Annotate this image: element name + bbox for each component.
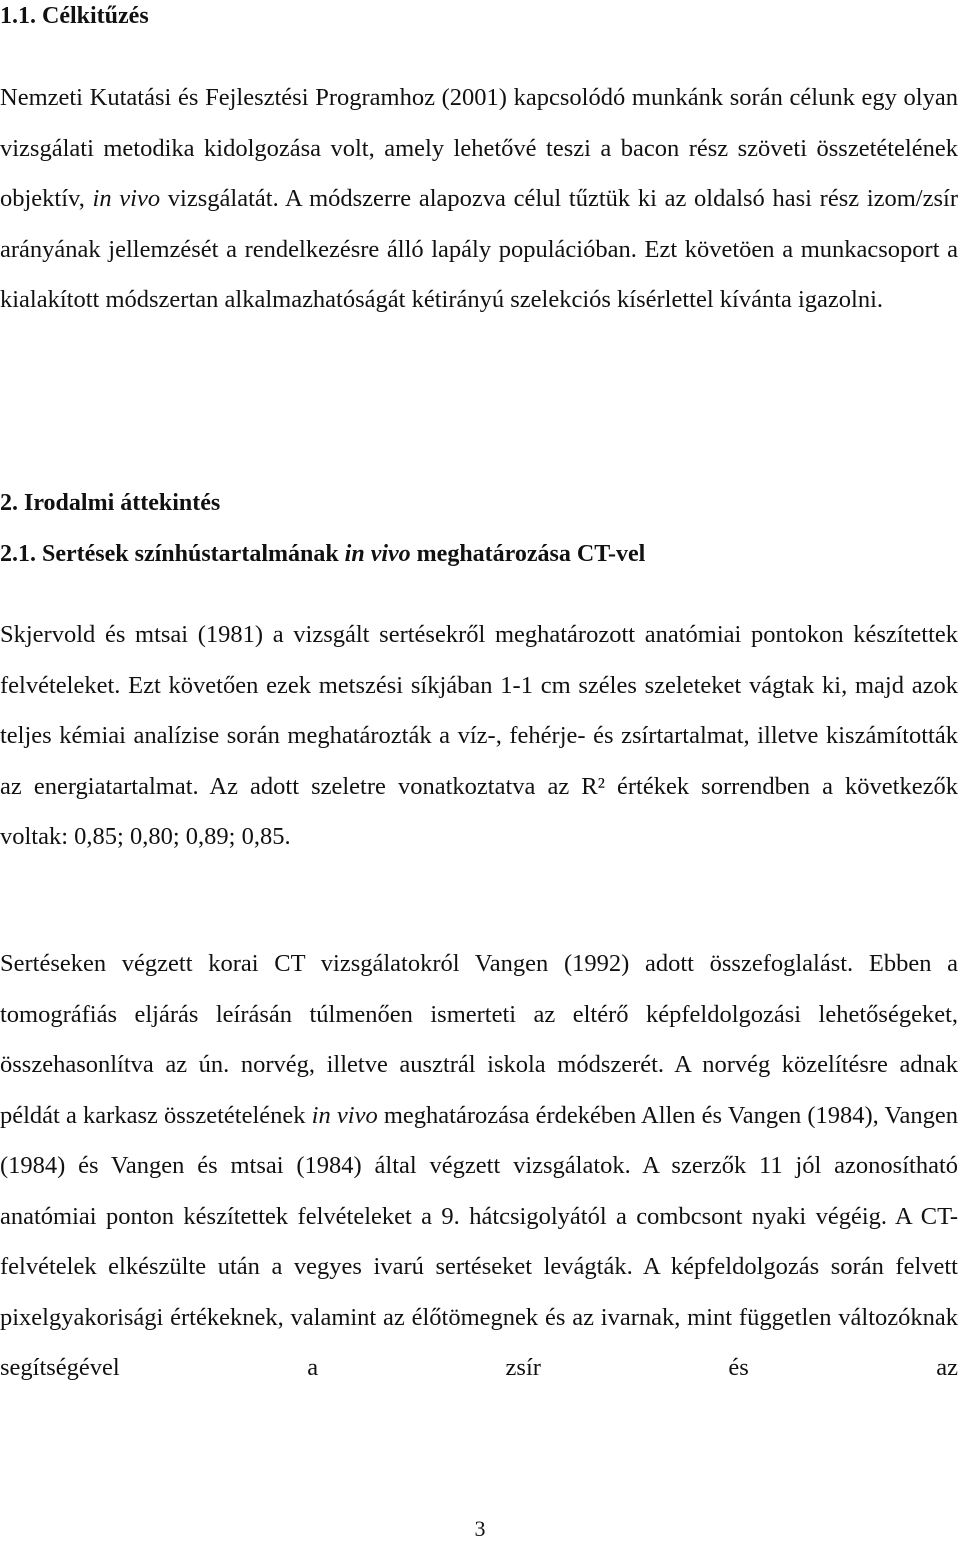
paragraph-1-1 bbox=[0, 73, 958, 326]
heading-2-1 bbox=[0, 539, 645, 569]
paragraph-text: vizsgálatát. A módszerre alapozva célul tűztük ki az oldalsó hasi rész izom/zsír arányának jellemzését a rendelkezésre álló lapály populációban. Ezt követöen a munkacsoport a kialakított módszertan alkalmazhatóságát kétirányú szelekciós kísérlettel kívánta igazolni. bbox=[0, 185, 958, 313]
heading-2: 2. Irodalmi áttekintés bbox=[0, 490, 221, 516]
paragraph-text: Sertéseken végzett korai CT vizsgálatokról Vangen (1992) adott összefoglalást. Ebben a tomográfiás eljárás leírásán túlmenően ismerteti az eltérő képfeldolgozási lehetőségeket, összehasonlítva az ún. norvég, illetve ausztrál iskola módszerét. A norvég közelítésre adnak példát a karkasz összetételének bbox=[0, 950, 958, 1129]
paragraph-2-1-b bbox=[0, 939, 958, 1394]
paragraph-2-1-a: Skjervold és mtsai (1981) a vizsgált sertésekről meghatározott anatómiai pontokon készítettek felvételeket. Ezt követően ezek metszési síkjában 1-1 cm széles szeleteket vágtak ki, majd azok teljes kémiai analízise során meghatározták a víz-, fehérje- és zsírtartalmat, illetve kiszámították az energiatartalmat. Az adott szeletre vonatkoztatva az R² értékek sorrendben a következők voltak: 0,85; 0,80; 0,89; 0,85. bbox=[0, 621, 958, 850]
italic-term: in vivo bbox=[344, 541, 411, 567]
heading-text: 2.1. Sertések színhústartalmának bbox=[0, 541, 345, 567]
paragraph-text: meghatározása érdekében Allen és Vangen (1984), Vangen (1984) és Vangen és mtsai (1984) által végzett vizsgálatok. A szerzők 11 jól azonosítható anatómiai ponton készítettek felvételeket a 9. hátcsigolyától a combcsont nyaki végéig. A CT-felvételek elkészülte után a vegyes ivarú sertéseket levágták. A képfeldolgozás során felvett pixelgyakorisági értékeknek, valamint az élőtömegnek és az ivarnak, mint független változóknak segítségével a zsír és az bbox=[0, 1101, 958, 1381]
italic-term: in vivo bbox=[311, 1101, 378, 1129]
heading-1-1: 1.1. Célkitűzés bbox=[0, 3, 149, 29]
page-number: 3 bbox=[474, 1516, 486, 1541]
heading-text: meghatározása CT-vel bbox=[410, 541, 646, 567]
italic-term: in vivo bbox=[92, 185, 161, 212]
paragraph-text: Nemzeti Kutatási és Fejlesztési Programhoz (2001) kapcsolódó munkánk során célunk egy olyan vizsgálati metodika kidolgozása volt, amely lehetővé teszi a bacon rész szöveti összetételének objektív, bbox=[0, 84, 958, 212]
